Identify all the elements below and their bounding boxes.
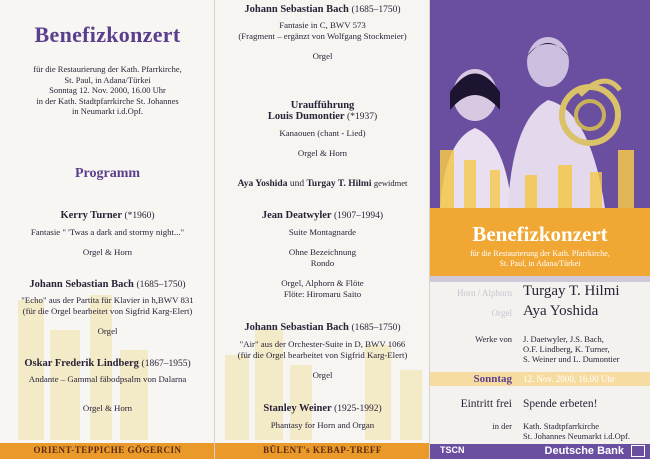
works-line: J. Daetwyler, J.S. Bach,: [523, 334, 604, 344]
left-panel: [0, 0, 215, 459]
entry-value: Spende erbeten!: [523, 398, 598, 410]
dedication: [215, 178, 430, 189]
piece-line: Orgel: [312, 370, 333, 380]
piece-line: Orgel: [312, 51, 333, 61]
works-label: Werke von: [475, 334, 512, 344]
piece-line: Suite Montagnarde: [288, 227, 357, 237]
date-label: Sonntag: [473, 373, 512, 385]
composer-name: Stanley Weiner: [263, 403, 332, 414]
cover-title: Benefizkonzert: [472, 222, 608, 246]
cover-panel: [430, 0, 650, 459]
venue-row: [430, 421, 650, 443]
performer-name: Turgay T. Hilmi: [523, 283, 620, 299]
venue-text: [523, 421, 630, 441]
piece-line: Orgel & Horn: [82, 403, 133, 413]
intro-line: in Neumarkt i.d.Opf.: [71, 106, 144, 116]
composer-years: (1685–1750): [136, 280, 186, 290]
performer-instrument: Horn / Alphorn: [457, 288, 512, 298]
works-line: S. Weiner und L. Dumontier: [523, 354, 620, 364]
piece-line: Phantasy for Horn and Organ: [270, 420, 375, 430]
sponsor-strip: [430, 444, 650, 459]
dedication-word: und: [289, 179, 305, 189]
program-heading: Programm: [74, 166, 141, 181]
performer-name: Aya Yoshida: [523, 303, 599, 319]
venue-line: Kath. Stadtpfarrkirche: [523, 421, 599, 431]
premiere-label: Uraufführung: [290, 100, 355, 111]
date-row: [430, 372, 650, 386]
intro-line: Sonntag 12. Nov. 2000, 16.00 Uhr: [49, 85, 166, 95]
ad-banner: [215, 443, 430, 459]
piece-line: Fantasie in C, BWV 573: [279, 20, 366, 30]
piece-line: (für die Orgel bearbeitet von Sigfrid Karg-Elert): [22, 306, 193, 316]
performer-row: [430, 283, 650, 305]
composer-years: (1925-1992): [334, 404, 382, 414]
piece-line: Rondo: [310, 258, 335, 268]
works-row: [430, 334, 650, 370]
composer-years: (*1937): [347, 112, 378, 122]
program-item: [215, 322, 430, 381]
piece-line: (Fragment – ergänzt von Wolfgang Stockmeier): [238, 31, 407, 41]
composer-years: (*1960): [124, 211, 155, 221]
program-item: [215, 210, 430, 300]
divider: [430, 276, 650, 282]
composer-name: Jean Deatwyler: [261, 210, 332, 221]
tscn-logo: TSCN: [440, 445, 465, 455]
piece-line: Orgel & Horn: [297, 148, 348, 158]
program-item: [0, 279, 215, 337]
program-item: [0, 358, 215, 414]
program-item: [215, 4, 430, 62]
piece-line: Ohne Bezeichnung: [288, 247, 357, 257]
composer-name: Johann Sebastian Bach: [29, 279, 134, 290]
composer-name: Louis Dumontier: [267, 111, 345, 122]
photo-image: [430, 0, 650, 208]
dedication-name: Turgay T. Hilmi: [306, 179, 372, 189]
piece-line: Flöte: Hiromaru Saito: [283, 289, 362, 299]
composer-name: Johann Sebastian Bach: [244, 322, 349, 333]
entry-row: [430, 398, 650, 414]
piece-line: (für die Orgel bearbeitet von Sigfrid Karg-Elert): [237, 350, 408, 360]
program-item: [0, 210, 215, 258]
dedication-name: Aya Yoshida: [237, 179, 288, 189]
date-value: 12. Nov. 2000, 16.00 Uhr: [523, 374, 615, 384]
composer-years: (1685–1750): [351, 5, 401, 15]
entry-label: Eintritt frei: [460, 398, 512, 410]
intro-line: in der Kath. Stadtpfarrkirche St. Johannes: [36, 95, 179, 106]
subtitle-line: für die Restaurierung der Kath. Pfarrkirche,: [470, 249, 610, 258]
composer-years: (1907–1994): [334, 211, 384, 221]
middle-panel: [215, 0, 430, 459]
composer-name: Kerry Turner: [60, 210, 122, 221]
performer-instrument: Orgel: [491, 308, 512, 318]
piece-line: Orgel, Alphorn & Flöte: [281, 278, 364, 288]
piece-line: Orgel & Horn: [82, 247, 133, 257]
title-box: [430, 208, 650, 276]
performer-row: [430, 303, 650, 325]
piece-line: "Air" aus der Orchester-Suite in D, BWV 1066: [239, 339, 406, 349]
composer-name: Oskar Frederik Lindberg: [24, 358, 139, 369]
intro-line: St. Paul, in Adana/Türkei: [64, 74, 151, 85]
venue-line: St. Johannes Neumarkt i.d.Opf.: [523, 431, 630, 441]
works-list: [523, 334, 619, 364]
composer-years: (1685–1750): [351, 323, 401, 333]
intro-line: für die Restaurierung der Kath. Pfarrkirche,: [33, 64, 182, 74]
dedication-word: gewidmet: [373, 178, 408, 188]
ad-text: ORIENT-TEPPICHE GÖGERCIN: [33, 445, 182, 455]
program-item: [215, 403, 430, 431]
piece-line: Orgel: [97, 326, 118, 336]
cover-subtitle: [430, 249, 650, 268]
sponsor-name: Deutsche Bank: [544, 445, 624, 457]
composer-years: (1867–1955): [141, 359, 191, 369]
subtitle-line: St. Paul, in Adana/Türkei: [499, 258, 581, 268]
piece-line: "Echo" aus der Partita für Klavier in h,BWV 831: [21, 295, 194, 305]
piece-line: Andante – Gammal fäbodpsalm von Dalarna: [28, 374, 187, 384]
program-item: [215, 100, 430, 159]
sponsor-logo-icon: [631, 445, 645, 457]
ad-text: BÜLENT's KEBAP-TREFF: [263, 445, 382, 455]
concert-title: Benefizkonzert: [34, 22, 181, 47]
piece-line: Fantasie " 'Twas a dark and stormy night...": [30, 227, 185, 237]
composer-name: Johann Sebastian Bach: [244, 4, 349, 15]
performers-photo: [430, 0, 650, 208]
works-line: O.F. Lindberg, K. Turner,: [523, 344, 610, 354]
venue-label: in der: [492, 421, 512, 431]
ad-banner: [0, 443, 215, 459]
piece-line: Kanaouen (chant - Lied): [279, 128, 366, 138]
intro-text: [0, 64, 215, 117]
